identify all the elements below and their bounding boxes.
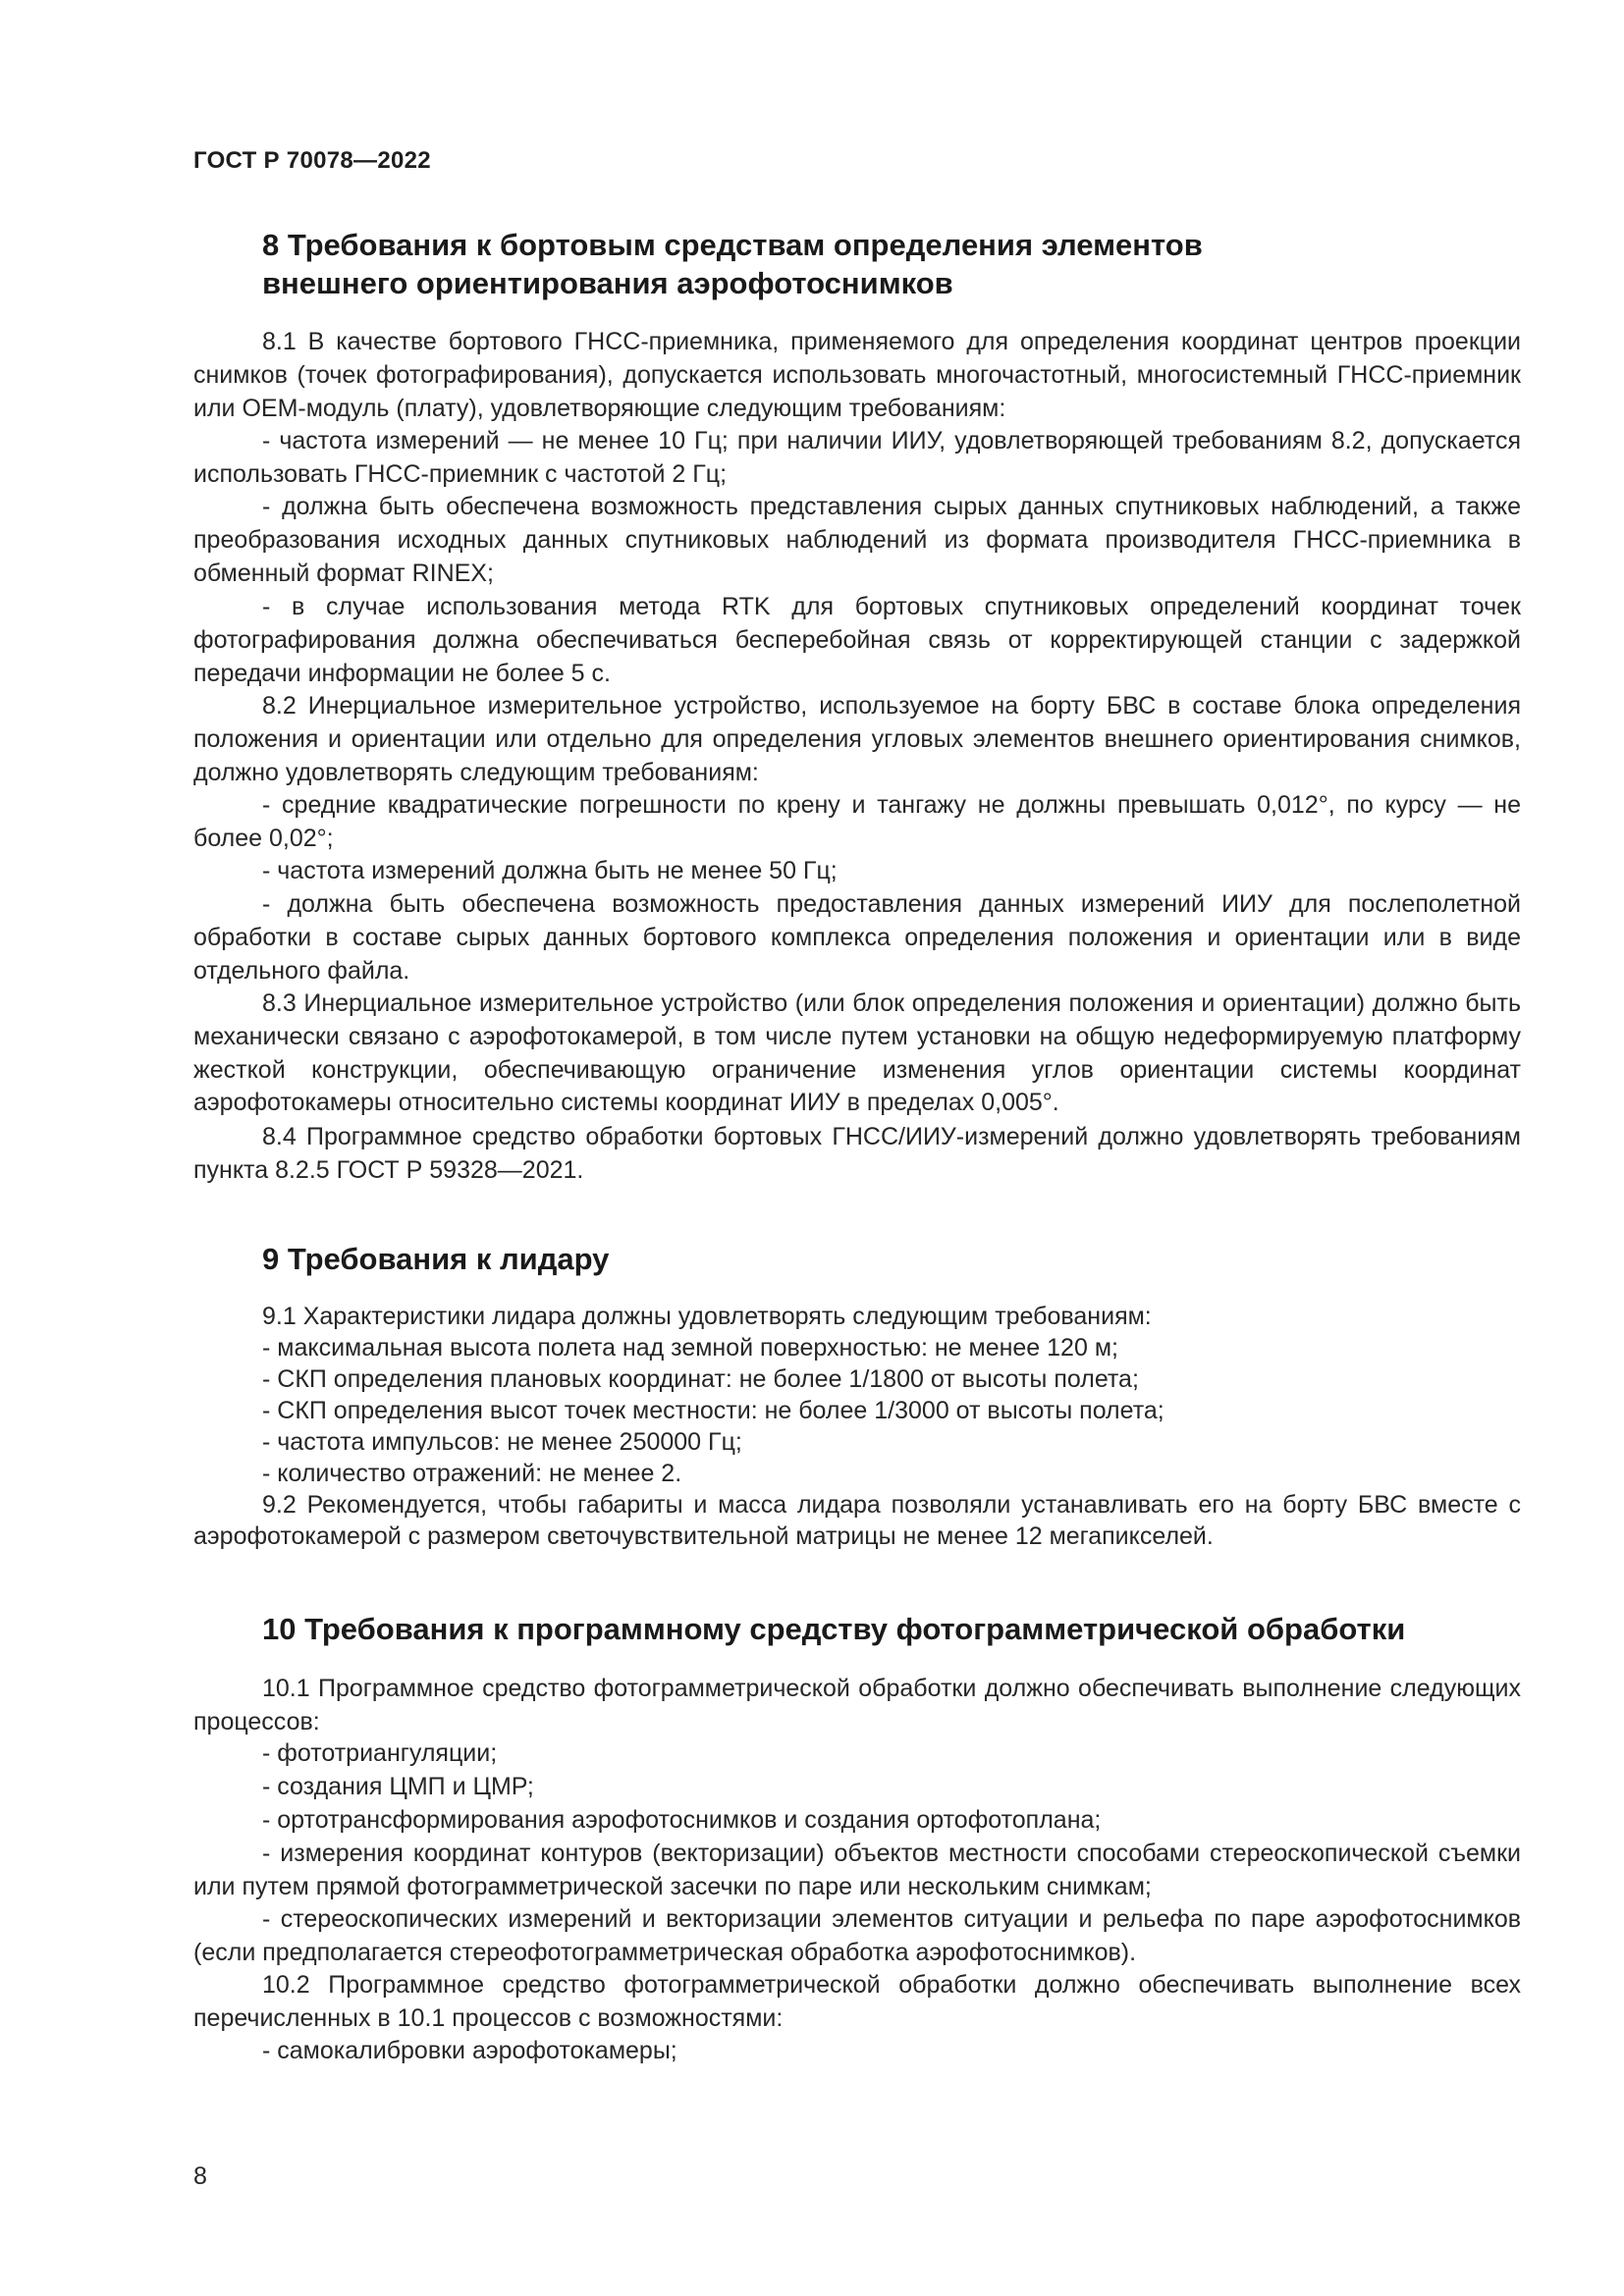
list-item-8-1-a: - частота измерений — не менее 10 Гц; при наличии ИИУ, удовлетворяющей требованиям 8.2, допускается использовать ГНСС-приемник с частотой 2 Гц; bbox=[193, 427, 1521, 488]
list-item-9-1-b: - СКП определения плановых координат: не более 1/1800 от высоты полета; bbox=[262, 1365, 1139, 1393]
paragraph-10-2: 10.2 Программное средство фотограмметрической обработки должно обеспечивать выполнение всех перечисленных в 10.1 процессов с возможностями: bbox=[193, 1971, 1521, 2032]
section-8-heading-line-1: 8 Требования к бортовым средствам определения элементов bbox=[262, 228, 1203, 262]
list-item-9-1-e: - количество отражений: не менее 2. bbox=[262, 1460, 682, 1487]
list-item-8-2-a: - средние квадратические погрешности по крену и тангажу не должны превышать 0,012°, по курсу — не более 0,02°; bbox=[193, 791, 1521, 852]
section-9-heading: 9 Требования к лидару bbox=[262, 1242, 610, 1276]
list-item-10-1-d: - измерения координат контуров (векторизации) объектов местности способами стереоскопической съемки или путем прямой фотограмметрической засечки по паре или нескольким снимкам; bbox=[193, 1840, 1521, 1900]
list-item-8-1-c: - в случае использования метода RTK для бортовых спутниковых определений координат точек фотографирования должна обеспечиваться бесперебойная связь от корректирующей станции с задержкой передачи информации не более 5 с. bbox=[193, 593, 1521, 687]
paragraph-8-3: 8.3 Инерциальное измерительное устройство (или блок определения положения и ориентации) должно быть механически связано с аэрофотокамерой, в том числе путем установки на общую недеформируемую платформу жесткой конструкции, обеспечивающую ограничение изменения углов ориентации системы координат аэрофотокамеры относительно системы координат ИИУ в пределах 0,005°. bbox=[193, 989, 1521, 1117]
running-header-doc-code: ГОСТ Р 70078—2022 bbox=[193, 147, 431, 174]
list-item-10-2-a: - самокалибровки аэрофотокамеры; bbox=[262, 2037, 677, 2064]
section-8-heading-line-2: внешнего ориентирования аэрофотоснимков bbox=[262, 266, 953, 300]
list-item-8-1-b: - должна быть обеспечена возможность представления сырых данных спутниковых наблюдений, а также преобразования исходных данных спутниковых наблюдений из формата производителя ГНСС-приемника в обменный формат RINEX; bbox=[193, 493, 1521, 587]
paragraph-8-1: 8.1 В качестве бортового ГНСС-приемника, применяемого для определения координат центров проекции снимков (точек фотографирования), допускается использовать многочастотный, многосистемный ГНСС-приемник или OEM-модуль (плату), удовлетворяющие следующим требованиям: bbox=[193, 328, 1521, 422]
paragraph-8-4: 8.4 Программное средство обработки бортовых ГНСС/ИИУ-измерений должно удовлетворять требованиям пункта 8.2.5 ГОСТ Р 59328—2021. bbox=[193, 1123, 1521, 1184]
list-item-10-1-a: - фототриангуляции; bbox=[262, 1739, 498, 1767]
list-item-9-1-c: - СКП определения высот точек местности: не более 1/3000 от высоты полета; bbox=[262, 1397, 1164, 1424]
paragraph-9-2: 9.2 Рекомендуется, чтобы габариты и масса лидара позволяли устанавливать его на борту БВС вместе с аэрофотокамерой с размером светочувствительной матрицы не менее 12 мегапикселей. bbox=[193, 1491, 1521, 1551]
page-number: 8 bbox=[193, 2163, 207, 2190]
section-10-heading: 10 Требования к программному средству фотограмметрической обработки bbox=[262, 1612, 1406, 1646]
section-8-heading bbox=[262, 226, 1203, 302]
list-item-10-1-b: - создания ЦМП и ЦМР; bbox=[262, 1773, 534, 1800]
list-item-10-1-e: - стереоскопических измерений и векторизации элементов ситуации и рельефа по паре аэрофотоснимков (если предполагается стереофотограмметрическая обработка аэрофотоснимков). bbox=[193, 1905, 1521, 1966]
list-item-8-2-b: - частота измерений должна быть не менее 50 Гц; bbox=[262, 857, 838, 884]
paragraph-10-1: 10.1 Программное средство фотограмметрической обработки должно обеспечивать выполнение следующих процессов: bbox=[193, 1675, 1521, 1735]
list-item-10-1-c: - ортотрансформирования аэрофотоснимков и создания ортофотоплана; bbox=[262, 1806, 1102, 1834]
list-item-8-2-c: - должна быть обеспечена возможность предоставления данных измерений ИИУ для послеполетной обработки в составе сырых данных бортового комплекса определения положения и ориентации или в виде отдельного файла. bbox=[193, 890, 1521, 985]
list-item-9-1-a: - максимальная высота полета над земной поверхностью: не менее 120 м; bbox=[262, 1334, 1118, 1362]
list-item-9-1-d: - частота импульсов: не менее 250000 Гц; bbox=[262, 1428, 742, 1456]
paragraph-9-1: 9.1 Характеристики лидара должны удовлетворять следующим требованиям: bbox=[262, 1303, 1152, 1330]
paragraph-8-2: 8.2 Инерциальное измерительное устройство, используемое на борту БВС в составе блока определения положения и ориентации или отдельно для определения угловых элементов внешнего ориентирования снимков, должно удовлетворять следующим требованиям: bbox=[193, 692, 1521, 786]
